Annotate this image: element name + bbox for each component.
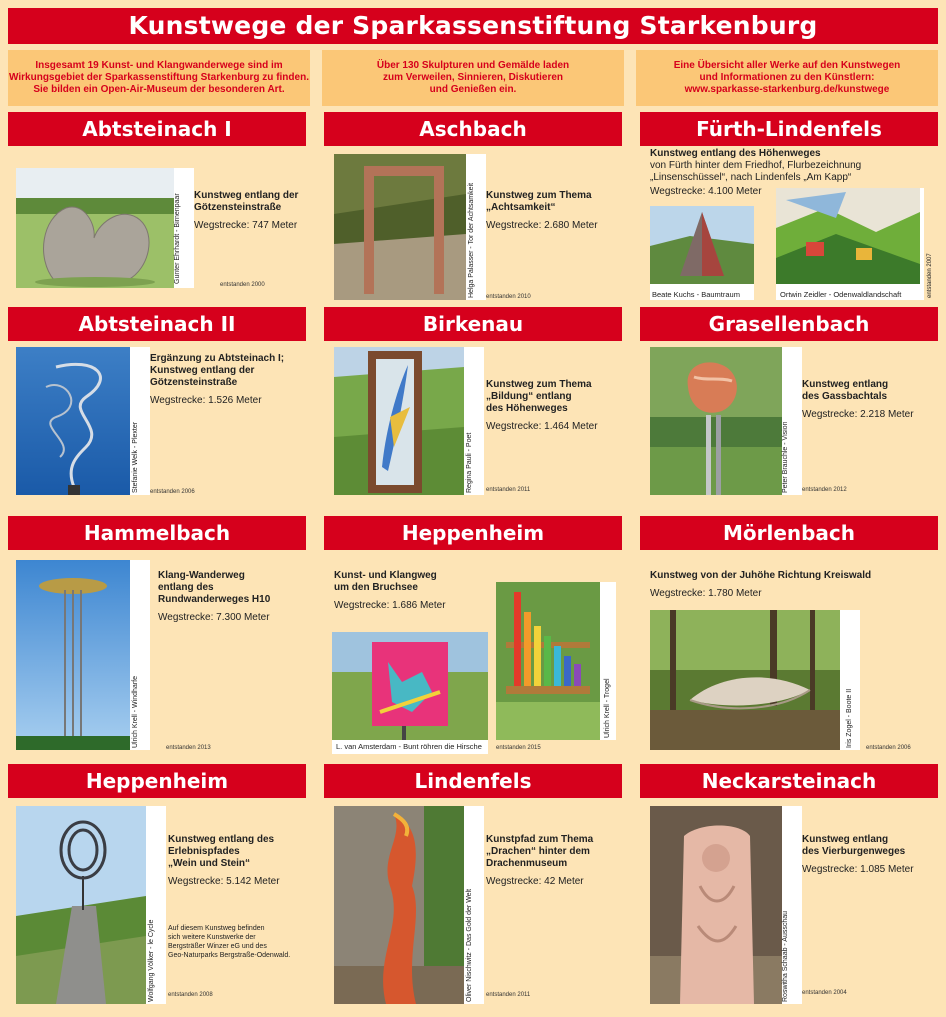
year-label: entstanden 2013 (166, 745, 211, 751)
panel-moerlenbach (640, 516, 938, 756)
panel-heppenheim-1 (324, 516, 622, 756)
sculpture-photo (334, 154, 486, 300)
panel-title: Lindenfels (324, 764, 622, 798)
intro-box-left (8, 50, 310, 106)
panel-title: Aschbach (324, 112, 622, 146)
panel-abtsteinach-1 (8, 112, 306, 300)
sculpture-photo (16, 806, 166, 1004)
artist-caption: Oliver Nischwitz - Das Gold der Welt (466, 888, 473, 1002)
year-label: entstanden 2012 (802, 487, 847, 493)
sculpture-photo-trogel (496, 582, 616, 740)
route-description: Kunstweg zum Thema „Bildung“ entlang des Höhenweges Wegstrecke: 1.464 Meter (486, 379, 598, 432)
artist-caption-1: Beate Kuchs - Baumtraum (652, 290, 740, 299)
artist-caption: Iris Zogel - Boote II (846, 688, 853, 748)
panel-title: Birkenau (324, 307, 622, 341)
route-description: Kunstweg von der Juhöhe Richtung Kreiswald Wegstrecke: 1.780 Meter (650, 570, 872, 599)
painting-photo-hirsche (332, 632, 488, 754)
panel-neckarsteinach (640, 764, 938, 1009)
sculpture-photo-baumtraum (650, 206, 754, 300)
sculpture-photo (16, 560, 150, 750)
year-label: entstanden 2010 (486, 294, 531, 300)
artist-caption: Regina Pauli - Poet (466, 432, 473, 493)
sculpture-photo (650, 610, 860, 750)
artist-caption-2: Ulrich Krell - Trogel (604, 678, 611, 738)
route-description: Ergänzung zu Abtsteinach I; Kunstweg entlang der Götzensteinstraße Wegstrecke: 1.526 Meter (150, 353, 285, 406)
sculpture-photo (650, 806, 802, 1004)
panel-birkenau (324, 307, 622, 507)
year-label: entstanden 2004 (802, 990, 847, 996)
artist-caption: Peter Brauchle - Vision (782, 421, 789, 493)
panel-abtsteinach-2 (8, 307, 306, 507)
route-description: Kunstpfad zum Thema „Drachen“ hinter dem Drachenmuseum Wegstrecke: 42 Meter (486, 834, 594, 887)
panel-hammelbach (8, 516, 306, 756)
artist-caption-2: Ortwin Zeidler - Odenwaldlandschaft (780, 290, 902, 299)
panel-fuerth-lindenfels (640, 112, 938, 300)
route-description: Kunstweg entlang des Vierburgenweges Wegstrecke: 1.085 Meter (802, 834, 914, 875)
route-description: Klang-Wanderweg entlang des Rundwanderweges H10 Wegstrecke: 7.300 Meter (158, 570, 271, 623)
artist-caption: Gunter Ehrhardt - Birnenpaar (174, 193, 181, 284)
year-label: entstanden 2015 (496, 745, 541, 751)
panel-grasellenbach (640, 307, 938, 507)
sculpture-photo (334, 347, 484, 495)
year-label: entstanden 2000 (220, 282, 265, 288)
year-label: entstanden 2007 (927, 253, 933, 298)
panel-title: Fürth-Lindenfels (640, 112, 938, 146)
page-title: Kunstwege der Sparkassenstiftung Starkenburg (8, 8, 938, 44)
sculpture-photo (16, 347, 150, 495)
intro-box-right (636, 50, 938, 106)
panel-title: Heppenheim (8, 764, 306, 798)
sculpture-photo (16, 168, 194, 288)
panel-title: Abtsteinach II (8, 307, 306, 341)
panel-title: Grasellenbach (640, 307, 938, 341)
panel-lindenfels (324, 764, 622, 1009)
route-description: Kunstweg entlang des Erlebnispfades „Wein und Stein“ Wegstrecke: 5.142 Meter (168, 834, 280, 887)
year-label: entstanden 2008 (168, 992, 213, 998)
route-description: Kunst- und Klangweg um den Bruchsee Wegstrecke: 1.686 Meter (334, 570, 446, 611)
artist-caption: Wolfgang Völker - le Cycle (148, 919, 155, 1002)
artist-caption: Ulrich Krell - Windharfe (132, 676, 139, 748)
year-label: entstanden 2011 (486, 992, 531, 998)
route-description: Kunstweg entlang der Götzensteinstraße Wegstrecke: 747 Meter (194, 190, 299, 231)
intro-right-text: Eine Übersicht aller Werke auf den Kunstwegen und Informationen zu den Künstlern: www.sparkasse-starkenburg.de/kunstwege (673, 60, 901, 95)
route-description: Kunstweg entlang des Gassbachtals Wegstrecke: 2.218 Meter (802, 379, 914, 420)
year-label: entstanden 2011 (486, 487, 531, 493)
panel-heppenheim-2 (8, 764, 306, 1009)
panel-title: Abtsteinach I (8, 112, 306, 146)
route-note: Auf diesem Kunstweg befinden sich weitere Kunstwerke der Bergsträßer Winzer eG und des Geo-Naturparks Bergstraße-Odenwald. (168, 925, 291, 959)
panel-title: Hammelbach (8, 516, 306, 550)
route-description: Kunstweg entlang des Höhenweges von Fürth hinter dem Friedhof, Flurbezeichnung „Linsenschüssel“, nach Lindenfels „Am Kapp“ Wegstrecke: 4.100 Meter (650, 148, 862, 197)
panel-aschbach (324, 112, 622, 300)
artist-caption: Roswitha Schaab - Ausschau (782, 910, 789, 1002)
year-label: entstanden 2006 (866, 745, 911, 751)
panel-title: Neckarsteinach (640, 764, 938, 798)
intro-box-middle (322, 50, 624, 106)
year-label: entstanden 2006 (150, 489, 195, 495)
panel-title: Heppenheim (324, 516, 622, 550)
route-description: Kunstweg zum Thema „Achtsamkeit“ Wegstrecke: 2.680 Meter (486, 190, 598, 231)
sculpture-photo (334, 806, 484, 1004)
intro-left-text: Insgesamt 19 Kunst- und Klangwanderwege sind im Wirkungsgebiet der Sparkassenstiftung Starkenburg zu finden. Sie bilden ein Open-Air-Museum der besonderen Art. (9, 60, 309, 95)
artist-caption-1: L. van Amsterdam - Bunt röhren die Hirsche (336, 742, 482, 751)
panel-title: Mörlenbach (640, 516, 938, 550)
intro-middle-text: Über 130 Skulpturen und Gemälde laden zum Verweilen, Sinnieren, Diskutieren und Genießen ein. (376, 60, 570, 95)
artist-caption: Stefanie Welk - Plexter (132, 421, 139, 493)
painting-photo-odenwaldlandschaft (776, 188, 924, 300)
sculpture-photo (650, 347, 802, 495)
artist-caption: Helga Palasser - Tor der Achtsamkeit (468, 182, 475, 298)
